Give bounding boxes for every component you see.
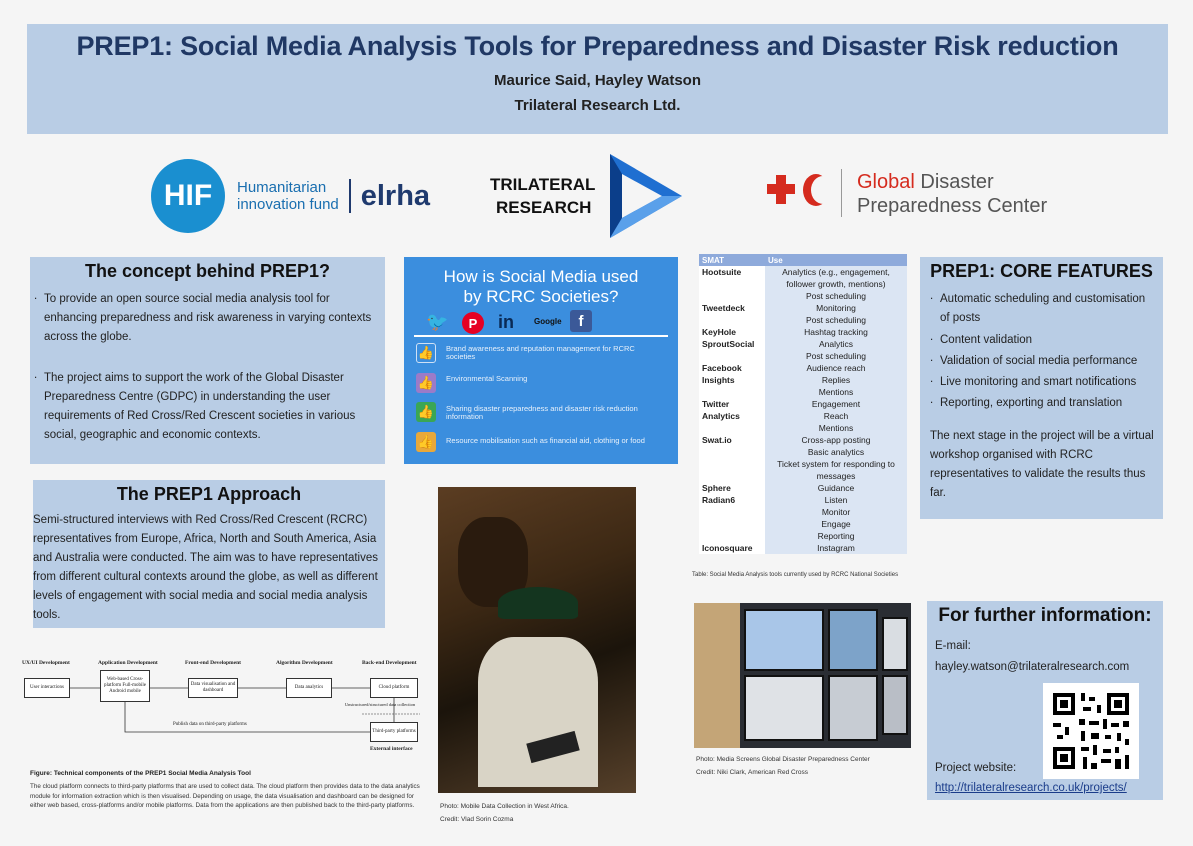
sm-use-item: Sharing disaster preparedness and disaster risk reduction information	[446, 404, 638, 421]
core-features-panel	[920, 257, 1163, 519]
trilateral-logo	[490, 173, 595, 219]
tool-use: Engagement	[811, 399, 861, 409]
facebook-icon: f	[570, 310, 592, 332]
photo2-caption	[696, 753, 870, 779]
diagram-heading: Back-end Development	[362, 660, 417, 666]
tool-use: Monitoring	[816, 303, 856, 313]
hif-elrha-logo	[151, 159, 430, 233]
screen-map-2	[828, 609, 878, 671]
email-label: E-mail:	[935, 640, 971, 652]
gdpc-global: Global	[857, 171, 915, 193]
core-features-bullets	[928, 290, 1157, 413]
gdpc-line2: Preparedness Center	[857, 195, 1048, 217]
tool-uses	[765, 494, 907, 542]
table-row	[699, 266, 907, 302]
tool-uses	[765, 398, 907, 434]
sm-divider	[414, 335, 668, 337]
diagram-heading: Front-end Development	[185, 660, 241, 666]
tool-use: Post scheduling	[805, 351, 866, 361]
table-row	[699, 542, 907, 554]
tool-use: Mentions	[818, 423, 854, 433]
photo-shirt	[478, 637, 598, 787]
table-row	[699, 338, 907, 362]
twitter-icon: 🐦	[426, 312, 449, 332]
sm-use-item: Resource mobilisation such as financial aid, clothing or food	[446, 436, 645, 445]
concept-title: The concept behind PREP1?	[84, 261, 331, 281]
linkedin-icon: in	[498, 312, 514, 332]
sm-title-line1: How is Social Media used	[443, 267, 639, 286]
sm-use-item: Environmental Scanning	[446, 374, 528, 383]
poster-header	[27, 24, 1168, 134]
concept-bullet: . To provide an open source social media analysis tool for enhancing preparedness and risk awareness in varying contexts across the globe.	[32, 290, 379, 347]
thumbs-up-icon: 👍	[416, 402, 436, 422]
tool-name: Hootsuite	[699, 266, 765, 302]
gdpc-divider	[841, 169, 842, 217]
organisation: Trilateral Research Ltd.	[514, 97, 681, 114]
screen-map	[744, 609, 824, 671]
concept-panel	[30, 257, 385, 464]
concept-bullet: . The project aims to support the work of the Global Disaster Preparedness Centre (GDPC) in understanding the user requirements of Red Cross/Red Crescent societies in various social, geographic and economic contexts.	[32, 369, 379, 445]
core-feature: . Validation of social media performance	[928, 352, 1157, 371]
tool-uses	[765, 326, 907, 338]
screen-5	[828, 675, 878, 741]
photo2-caption-line: Photo: Media Screens Global Disaster Preparedness Center	[696, 756, 870, 763]
website-link[interactable]: http://trilateralresearch.co.uk/projects/	[935, 782, 1127, 794]
tool-name: KeyHole	[699, 326, 765, 338]
email-link[interactable]: hayley.watson@trilateralresearch.com	[935, 661, 1130, 673]
red-crescent-icon	[803, 174, 829, 206]
figure-description: The cloud platform connects to third-party platforms that are used to collect data. The cloud platform then provides data to the data analytics module for information extraction which is then visualised. Depending on usage, the data visualisation and dashboard can be designed for either web based, cross-platforms and/or mobile platforms. Data from the applications are then published back to the third-party platforms.	[30, 783, 420, 809]
technical-components-diagram	[20, 656, 420, 756]
photo-mobile-data-collection	[438, 487, 636, 793]
tool-name: Iconosquare	[699, 542, 765, 554]
tool-name: Tweetdeck	[699, 302, 765, 326]
smat-table-body	[699, 266, 907, 554]
tool-uses	[765, 338, 907, 362]
google-icon: Google	[534, 317, 562, 326]
tool-use: Listen	[824, 495, 848, 505]
application-box: Web-based Cross-platform Full-mobile Android mobile	[100, 670, 150, 702]
authors: Maurice Said, Hayley Watson	[493, 72, 701, 89]
table-row	[699, 494, 907, 542]
thumbs-up-icon: 👍	[416, 432, 436, 452]
column-header: SMAT	[699, 254, 765, 266]
table-row	[699, 482, 907, 494]
website-label: Project website:	[935, 762, 1017, 774]
hif-line2: innovation fund	[237, 196, 339, 213]
thumbs-up-icon: 👍	[416, 373, 436, 393]
trilateral-line2: RESEARCH	[496, 198, 592, 217]
trilateral-triangle-icon	[606, 152, 686, 240]
diagram-heading: UX/UI Development	[22, 660, 70, 666]
column-header: Use	[765, 254, 907, 266]
diagram-heading: Application Development	[98, 660, 158, 666]
screen-6	[882, 675, 908, 735]
poster-title: PREP1: Social Media Analysis Tools for Preparedness and Disaster Risk reduction	[76, 31, 1119, 61]
tool-name: Twitter Analytics	[699, 398, 765, 434]
photo-media-screens	[694, 603, 911, 748]
gdpc-disaster: Disaster	[914, 171, 994, 193]
trilateral-line1: TRILATERAL	[490, 175, 596, 194]
tool-use: Engage	[821, 519, 851, 529]
further-info-panel	[927, 601, 1163, 800]
next-stage-text: The next stage in the project will be a virtual workshop organised with RCRC representatives to validate the results thus far.	[930, 430, 1154, 499]
tool-name: SproutSocial	[699, 338, 765, 362]
analytics-box: Data analytics	[286, 678, 332, 698]
core-feature: . Content validation	[928, 331, 1157, 350]
hif-logo-text	[237, 179, 339, 213]
photo1-caption	[440, 800, 569, 826]
visualisation-box: Data visualisation and dashboard	[188, 678, 238, 698]
core-feature: . Live monitoring and smart notifications	[928, 373, 1157, 392]
core-feature: . Reporting, exporting and translation	[928, 394, 1157, 413]
concept-bullets	[32, 290, 379, 445]
photo1-credit: Credit: Vlad Sorin Cozma	[440, 816, 514, 823]
external-interface-label: External interface	[370, 746, 413, 752]
tool-use: Guidance	[817, 483, 855, 493]
publish-label: Publish data on third-party platforms	[173, 722, 247, 727]
diagram-heading: Algorithm Development	[276, 660, 333, 666]
tool-use: Monitor	[821, 507, 851, 517]
tool-uses	[765, 482, 907, 494]
tool-name: Sphere	[699, 482, 765, 494]
tool-use: Basic analytics	[807, 447, 865, 457]
tool-use: Cross-app posting	[801, 435, 871, 445]
tool-uses	[765, 434, 907, 482]
tool-use: Replies	[821, 375, 851, 385]
approach-title: The PREP1 Approach	[116, 484, 302, 504]
tool-uses	[765, 362, 907, 398]
tool-name: Swat.io	[699, 434, 765, 482]
smat-caption: Table: Social Media Analysis tools currently used by RCRC National Societies	[692, 572, 899, 578]
tool-uses	[765, 302, 907, 326]
tool-use: Reach	[823, 411, 849, 421]
hif-logo-mark: HIF	[151, 159, 225, 233]
logo-divider	[349, 179, 351, 213]
tool-use: Ticket system for responding to messages	[777, 459, 895, 481]
third-party-box: Third-party platforms	[370, 722, 418, 742]
photo2-credit: Credit: Niki Clark, American Red Cross	[696, 769, 808, 776]
tool-use: Analytics	[818, 339, 853, 349]
tool-use: Hashtag tracking	[804, 327, 868, 337]
table-row	[699, 434, 907, 482]
tool-use: Instagram	[817, 543, 855, 553]
photo1-caption-line: Photo: Mobile Data Collection in West Africa.	[440, 803, 569, 810]
tool-name: Facebook Insights	[699, 362, 765, 398]
table-row	[699, 326, 907, 338]
approach-text: Semi-structured interviews with Red Cross/Red Crescent (RCRC) representatives from Europe, Africa, North and South America, Asia and Australia were conducted. The aim was to have representatives from different cultural contexts around the globe, as well as different levels of engagement with social media and social media analysis tools.	[33, 514, 378, 621]
core-features-title: PREP1: CORE FEATURES	[930, 261, 1153, 281]
qr-code-icon[interactable]	[1043, 683, 1139, 779]
figure-title: Figure: Technical components of the PREP1 Social Media Analysis Tool	[30, 770, 251, 777]
tool-use: Post scheduling	[805, 315, 866, 325]
cloud-platform-box: Cloud platform	[370, 678, 418, 698]
tool-use: Reporting	[817, 531, 855, 541]
screen-3	[882, 617, 908, 671]
social-media-infographic	[404, 257, 678, 464]
table-row	[699, 398, 907, 434]
core-feature: . Automatic scheduling and customisation of posts	[928, 290, 1157, 328]
smat-table	[699, 254, 907, 566]
further-info-title: For further information:	[938, 605, 1152, 626]
tool-use: Analytics (e.g., engagement, follower growth, mentions)	[782, 267, 890, 289]
tool-use: Mentions	[818, 387, 854, 397]
hif-line1: Humanitarian	[237, 179, 327, 196]
user-interactions-box: User interactions	[24, 678, 70, 698]
tool-uses	[765, 266, 907, 302]
screen-4	[744, 675, 824, 741]
table-row	[699, 302, 907, 326]
thumbs-up-icon: 👍	[416, 343, 436, 363]
elrha-logo-text: elrha	[360, 179, 431, 212]
sm-use-item: Brand awareness and reputation management for RCRC societies	[446, 344, 635, 361]
wall	[694, 603, 740, 748]
unstructured-label: Unstructured/structured data collection	[344, 702, 416, 707]
approach-panel	[33, 480, 385, 628]
pinterest-icon: P	[462, 312, 484, 334]
gdpc-logo-text	[857, 170, 1047, 218]
table-row	[699, 362, 907, 398]
photo-cap	[498, 587, 578, 619]
sm-title-line2: by RCRC Societies?	[463, 287, 619, 306]
tool-use: Post scheduling	[805, 291, 866, 301]
tool-uses	[765, 542, 907, 554]
table-header-row	[699, 254, 907, 266]
tool-use: Audience reach	[806, 363, 866, 373]
tool-name: Radian6	[699, 494, 765, 542]
